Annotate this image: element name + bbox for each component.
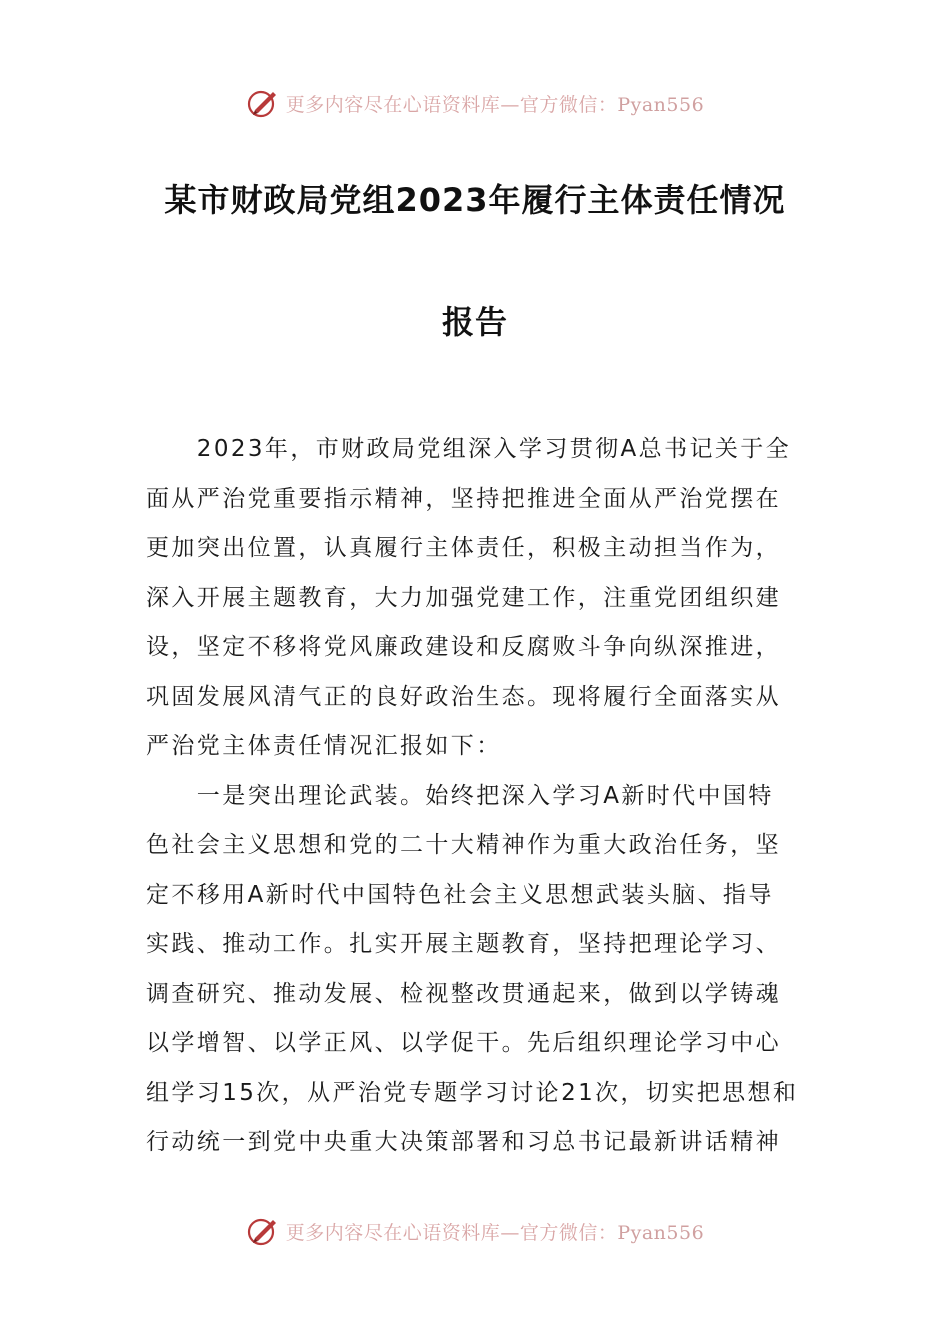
body-line: 以学增智、以学正风、以学促干。先后组织理论学习中心 [146, 1030, 781, 1056]
watermark-banner-top [0, 83, 950, 123]
body-line: 更加突出位置，认真履行主体责任，积极主动担当作为， [146, 535, 781, 561]
body-line: 严治党主体责任情况汇报如下： [146, 733, 502, 759]
body-line: 一是突出理论武装。始终把深入学习A新时代中国特 [146, 782, 774, 809]
body-line: 组学习15次，从严治党专题学习讨论21次，切实把思想和 [146, 1079, 799, 1106]
body-line: 定不移用A新时代中国特色社会主义思想武装头脑、指导 [146, 881, 774, 908]
body-line: 设，坚定不移将党风廉政建设和反腐败斗争向纵深推进， [146, 634, 781, 660]
watermark-banner-bottom [0, 1211, 950, 1251]
body-line: 色社会主义思想和党的二十大精神作为重大政治任务，坚 [146, 832, 781, 858]
body-line: 深入开展主题教育，大力加强党建工作，注重党团组织建 [146, 584, 781, 611]
pen-logo-icon [246, 1214, 280, 1248]
body-line: 面从严治党重要指示精神，坚持把推进全面从严治党摆在 [146, 485, 781, 512]
body-line: 2023年，市财政局党组深入学习贯彻A总书记关于全 [146, 436, 792, 462]
body-line: 调查研究、推动发展、检视整改贯通起来，做到以学铸魂 [146, 980, 781, 1007]
body-line: 巩固发展风清气正的良好政治生态。现将履行全面落实从 [146, 683, 781, 710]
watermark-text: 更多内容尽在心语资料库—官方微信：Pyan556 [285, 93, 705, 116]
body-line: 行动统一到党中央重大决策部署和习总书记最新讲话精神 [146, 1129, 781, 1155]
document-title-line-2: 报告 [441, 303, 508, 341]
document-body [146, 425, 806, 1168]
body-line: 实践、推动工作。扎实开展主题教育，坚持把理论学习、 [146, 931, 781, 957]
watermark-text: 更多内容尽在心语资料库—官方微信：Pyan556 [285, 1221, 705, 1244]
pen-logo-icon [246, 86, 280, 120]
document-title-line-1: 某市财政局党组2023年履行主体责任情况 [164, 181, 786, 219]
